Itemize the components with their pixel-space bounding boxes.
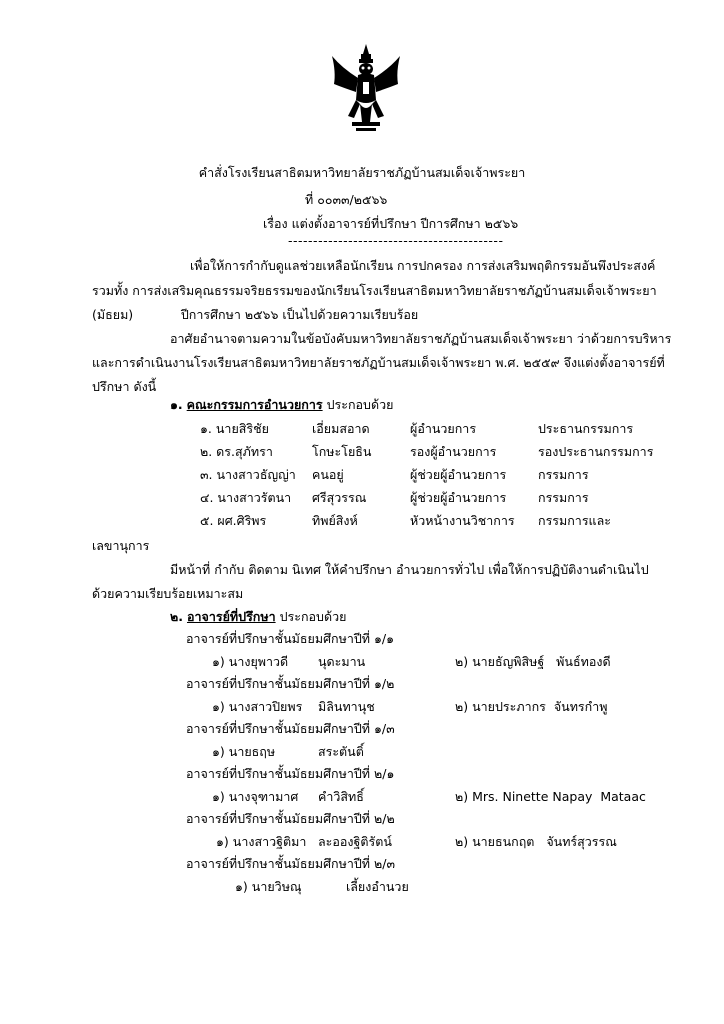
paragraph-2-line-3: ปรึกษา ดังนี้ — [92, 379, 157, 394]
section-1-suffix: ประกอบด้วย — [326, 397, 394, 412]
teacher-1-name: ๑) นางสาวปิยพร — [212, 699, 303, 714]
order-title: คำสั่งโรงเรียนสาธิตมหาวิทยาลัยราชภัฏบ้านสมเด็จเจ้าพระยา — [198, 165, 526, 180]
teacher-1-name: ๑) นางจุฑามาศ — [212, 789, 299, 804]
order-subject: เรื่อง แต่งตั้งอาจารย์ที่ปรึกษา ปีการศึกษา ๒๕๖๖ — [263, 216, 519, 231]
member-name: ๔. นางสาวรัตนา — [200, 490, 292, 505]
member-position: ผู้อำนวยการ — [410, 421, 477, 436]
section-2-number: ๒. — [170, 609, 183, 624]
member-position: หัวหน้างานวิชาการ — [410, 513, 515, 528]
garuda-emblem-icon — [330, 42, 402, 142]
member-name: ๑. นายสิริชัย — [200, 421, 269, 436]
teacher-1-surname: ละอองฐิติรัตน์ — [318, 834, 392, 849]
class-label: อาจารย์ที่ปรึกษาชั้นมัธยมศึกษาปีที่ ๒/๒ — [186, 811, 395, 826]
teacher-1-name: ๑) นางยุพาวดี — [212, 654, 289, 669]
member-role: กรรมการ — [538, 490, 589, 505]
paragraph-1-line-1: เพื่อให้การกำกับดูแลช่วยเหลือนักเรียน การปกครอง การส่งเสริมพฤติกรรมอันพึงประสงค์ — [190, 258, 656, 273]
member-surname: ทิพย์สิงห์ — [312, 513, 358, 528]
teacher-1-surname: เลี้ยงอำนวย — [346, 879, 409, 894]
class-label: อาจารย์ที่ปรึกษาชั้นมัธยมศึกษาปีที่ ๒/๑ — [186, 766, 395, 781]
member-position: รองผู้อำนวยการ — [410, 444, 497, 459]
member-surname: เอี่ยมสอาด — [312, 421, 370, 436]
teacher-1-name: ๑) นายวิษณุ — [235, 879, 302, 894]
class-label: อาจารย์ที่ปรึกษาชั้นมัธยมศึกษาปีที่ ๑/๒ — [186, 676, 395, 691]
teacher-1-surname: นุดะมาน — [318, 654, 366, 669]
class-label: อาจารย์ที่ปรึกษาชั้นมัธยมศึกษาปีที่ ๑/๓ — [186, 721, 395, 736]
teacher-2: ๒) นายธนกฤต จันทร์สุวรรณ — [455, 834, 617, 849]
class-label: อาจารย์ที่ปรึกษาชั้นมัธยมศึกษาปีที่ ๑/๑ — [186, 631, 395, 646]
teacher-1-name: ๑) นายธฤษ — [212, 744, 276, 759]
member-role: กรรมการ — [538, 467, 589, 482]
member-role: ประธานกรรมการ — [538, 421, 634, 436]
paragraph-1-line-2: รวมทั้ง การส่งเสริมคุณธรรมจริยธรรมของนักเรียนโรงเรียนสาธิตมหาวิทยาลัยราชภัฏบ้านสมเด็จเจ้าพระยา — [92, 283, 657, 298]
teacher-2: ๒) Mrs. Ninette Napay Mataac — [455, 789, 646, 804]
paragraph-2-line-2: และการดำเนินงานโรงเรียนสาธิตมหาวิทยาลัยราชภัฏบ้านสมเด็จเจ้าพระยา พ.ศ. ๒๕๕๙ จึงแต่งตั้งอาจารย์ที่ — [92, 355, 665, 370]
section-2-heading — [170, 608, 346, 626]
teacher-1-surname: มิลินทานุช — [318, 699, 375, 714]
member-surname: ศรีสุวรรณ — [312, 490, 367, 505]
member-role-continued: เลขานุการ — [92, 538, 150, 553]
section-1-number: ๑. — [170, 397, 183, 412]
member-role: กรรมการและ — [538, 513, 611, 528]
divider: ------------------------------------------- — [288, 233, 504, 248]
teacher-2: ๒) นายธัญพิสิษฐ์ พันธ์ทองดี — [455, 654, 611, 669]
section-1-title: คณะกรรมการอำนวยการ — [186, 397, 323, 412]
duty-line-2: ด้วยความเรียบร้อยเหมาะสม — [92, 586, 244, 601]
teacher-1-name: ๑) นางสาวฐิติมา — [216, 834, 307, 849]
paragraph-2-line-1: อาศัยอำนาจตามความในข้อบังคับมหาวิทยาลัยราชภัฏบ้านสมเด็จเจ้าพระยา ว่าด้วยการบริหาร — [170, 331, 672, 346]
teacher-1-surname: คำวิสิทธิ์ — [318, 789, 364, 804]
section-2-title: อาจารย์ที่ปรึกษา — [186, 609, 276, 624]
member-name: ๕. ผศ.ศิริพร — [200, 513, 267, 528]
paragraph-1-line-3: (มัธยม) ปีการศึกษา ๒๕๖๖ เป็นไปด้วยความเรียบร้อย — [92, 307, 419, 322]
member-position: ผู้ช่วยผู้อำนวยการ — [410, 490, 507, 505]
section-1-heading — [170, 396, 393, 414]
member-surname: โกษะโยธิน — [312, 444, 372, 459]
class-label: อาจารย์ที่ปรึกษาชั้นมัธยมศึกษาปีที่ ๒/๓ — [186, 856, 395, 871]
member-position: ผู้ช่วยผู้อำนวยการ — [410, 467, 507, 482]
section-2-suffix: ประกอบด้วย — [279, 609, 347, 624]
member-name: ๒. ดร.สุภัทรา — [200, 444, 273, 459]
teacher-2: ๒) นายประภากร จันทรกำพู — [455, 699, 608, 714]
member-surname: คนอยู่ — [312, 467, 344, 482]
duty-line-1: มีหน้าที่ กำกับ ติดตาม นิเทศ ให้คำปรึกษา อำนวยการทั่วไป เพื่อให้การปฏิบัติงานดำเนินไป — [170, 562, 649, 577]
member-role: รองประธานกรรมการ — [538, 444, 654, 459]
order-number: ที่ ๐๐๓๓/๒๕๖๖ — [305, 192, 388, 207]
member-name: ๓. นางสาวธัญญ่า — [200, 467, 296, 482]
teacher-1-surname: สระตันติ์ — [318, 744, 364, 759]
